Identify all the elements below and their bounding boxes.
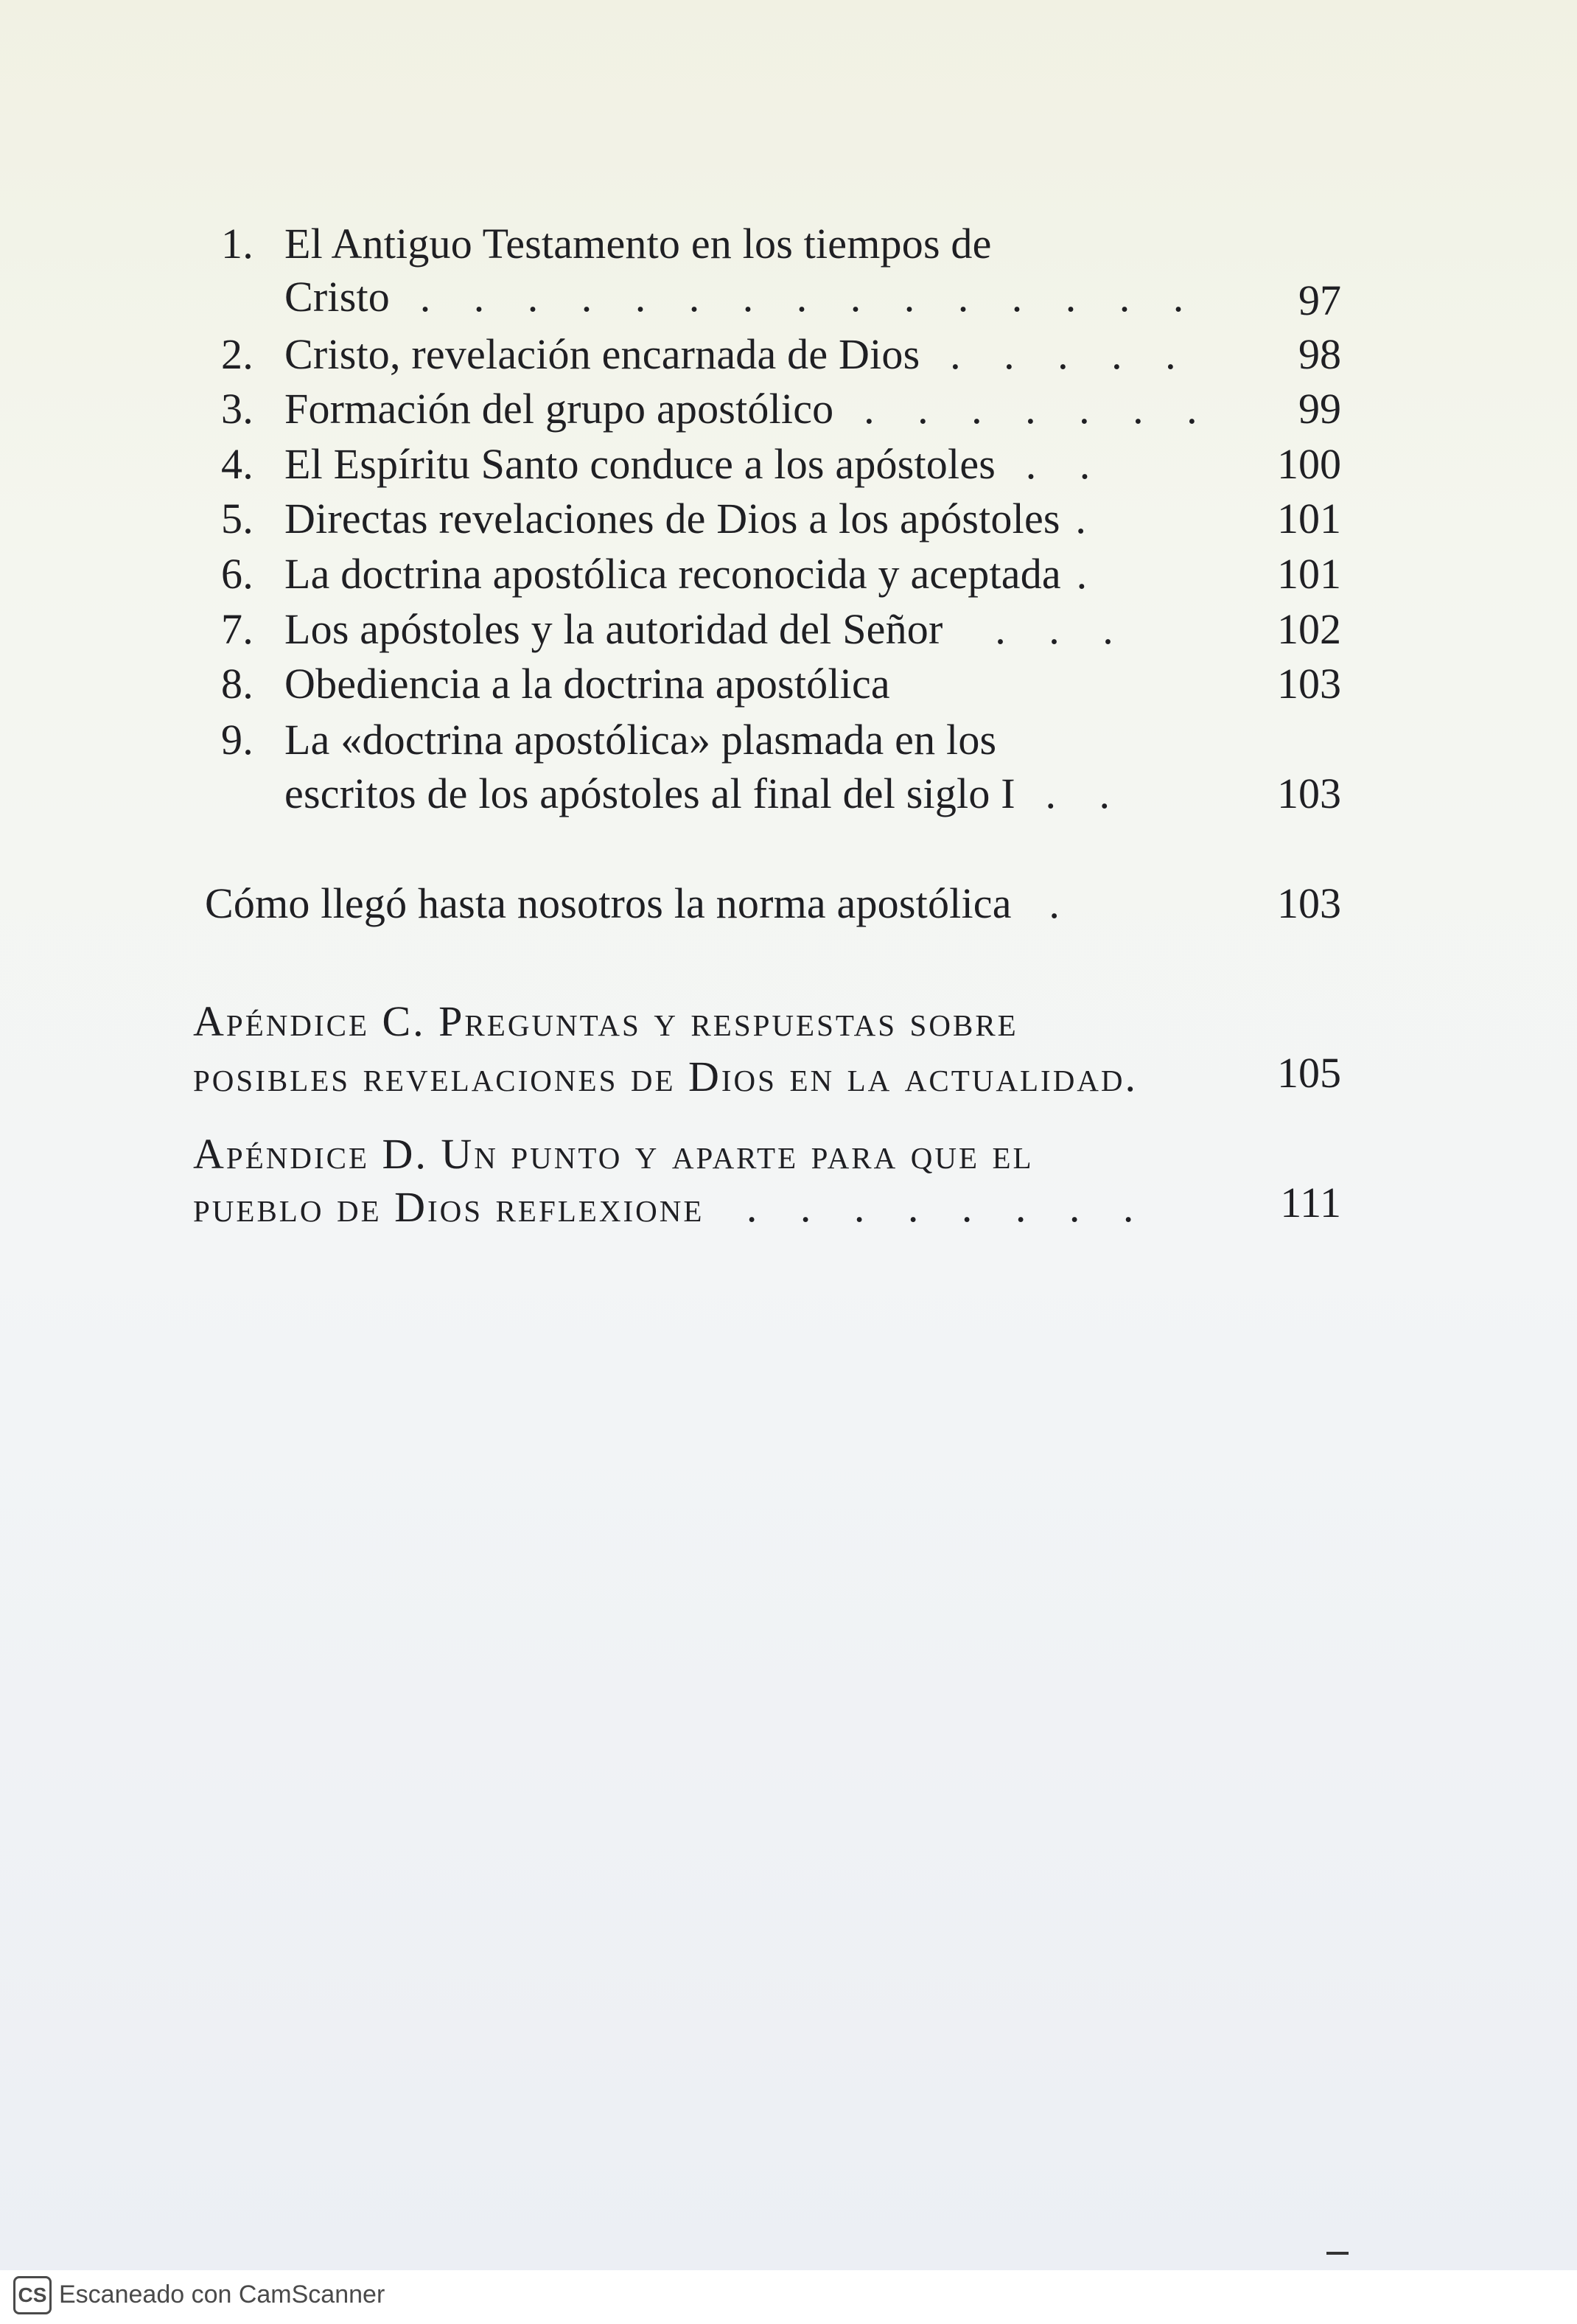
appendix-d-page: 111: [1280, 1179, 1341, 1226]
camscanner-watermark-text: Escaneado con CamScanner: [59, 2281, 385, 2309]
toc-entry-1-line-2: [284, 271, 1200, 324]
toc-entry-title-wrap: [284, 657, 890, 711]
toc-entry-2: [221, 328, 1192, 381]
dot-leader: . .: [1025, 440, 1107, 488]
toc-entry-title: La doctrina apostólica reconocida y aceptada: [284, 550, 1061, 598]
toc-entry-8-page: 103: [1277, 660, 1341, 708]
toc-section: [205, 877, 1076, 930]
toc-entry-7-page: 102: [1277, 605, 1341, 653]
toc-entry-9-line-1: [221, 713, 997, 767]
toc-entry-7: [221, 603, 1130, 656]
toc-entry-title: El Antiguo Testamento en los tiempos de: [284, 220, 992, 268]
dot-leader: .: [1075, 495, 1102, 542]
toc-entry-number: 9.: [221, 716, 253, 764]
dot-leader: .: [1049, 879, 1076, 927]
toc-entry-8: [221, 657, 890, 711]
dot-leader: . . . . . . . . . . . . . . .: [419, 273, 1200, 321]
toc-entry-title-wrap: [284, 492, 1102, 545]
toc-entry-number: 8.: [221, 660, 253, 708]
appendix-c-line-2: [193, 1050, 1152, 1103]
appendix-d-line-2: [193, 1181, 1150, 1234]
camscanner-logo-icon: CS: [13, 2276, 52, 2314]
dot-leader: . . .: [995, 605, 1130, 653]
toc-entry-2-page: 98: [1298, 330, 1341, 378]
toc-entry-1-line-1: [221, 217, 992, 271]
appendix-c-title-cont: posibles revelaciones de Dios en la actualidad: [193, 1053, 1125, 1100]
appendix-c-line-1: Apéndice C. Preguntas y respuestas sobre: [193, 997, 1018, 1045]
dot-leader: . . . . . . . .: [746, 1183, 1150, 1231]
toc-entry-title: La «doctrina apostólica» plasmada en los: [284, 716, 997, 764]
dot-leader: . . . . . . .: [864, 385, 1214, 433]
appendix-d-title-cont: pueblo de Dios reflexione: [193, 1183, 704, 1231]
appendix-c-page: 105: [1277, 1049, 1341, 1097]
toc-entry-title: Obediencia a la doctrina apostólica: [284, 660, 890, 708]
toc-entry-number: 2.: [221, 330, 253, 378]
dot-leader: .: [1125, 1053, 1153, 1100]
toc-entry-number: 4.: [221, 440, 253, 488]
toc-entry-number: 6.: [221, 550, 253, 598]
toc-entry-5-page: 101: [1277, 495, 1341, 542]
dot-leader: . . . . .: [950, 330, 1192, 378]
toc-entry-1-page: 97: [1298, 276, 1341, 324]
toc-entry-6-page: 101: [1277, 550, 1341, 598]
toc-entry-title: Directas revelaciones de Dios a los apóstoles: [284, 495, 1060, 542]
toc-entry-title: El Espíritu Santo conduce a los apóstoles: [284, 440, 996, 488]
toc-entry-title-wrap: [284, 328, 1192, 381]
toc-entry-title: Cristo, revelación encarnada de Dios: [284, 330, 920, 378]
toc-entry-5: [221, 492, 1102, 545]
toc-entry-title: Los apóstoles y la autoridad del Señor: [284, 605, 943, 653]
dot-leader: .: [1076, 550, 1104, 598]
toc-entry-4-page: 100: [1277, 440, 1341, 488]
dot-leader: . .: [1045, 770, 1126, 817]
toc-entry-title-wrap: [284, 603, 1130, 656]
appendix-d-line-1: Apéndice D. Un punto y aparte para que el: [193, 1130, 1034, 1178]
toc-entry-number: 5.: [221, 495, 253, 542]
toc-entry-number: 3.: [221, 385, 253, 433]
toc-entry-number: 7.: [221, 605, 253, 653]
toc-entry-9-page: 103: [1277, 770, 1341, 817]
toc-entry-6: [221, 548, 1104, 601]
toc-section-title: Cómo llegó hasta nosotros la norma apostólica: [205, 879, 1012, 927]
toc-section-page: 103: [1277, 879, 1341, 927]
toc-entry-3: [221, 383, 1214, 436]
toc-entry-3-page: 99: [1298, 385, 1341, 433]
toc-entry-9-line-2: [284, 767, 1126, 820]
toc-entry-title-cont: escritos de los apóstoles al final del siglo I: [284, 770, 1015, 817]
toc-entry-title-wrap: [284, 548, 1103, 601]
page-number-mark: [1326, 2252, 1349, 2255]
toc-entry-title-wrap: [284, 438, 1106, 491]
toc-entry-title-cont: Cristo: [284, 273, 390, 321]
toc-entry-title-wrap: [284, 383, 1214, 436]
toc-entry-4: [221, 438, 1107, 491]
toc-entry-number: 1.: [221, 220, 253, 268]
toc-entry-title: Formación del grupo apostólico: [284, 385, 834, 433]
